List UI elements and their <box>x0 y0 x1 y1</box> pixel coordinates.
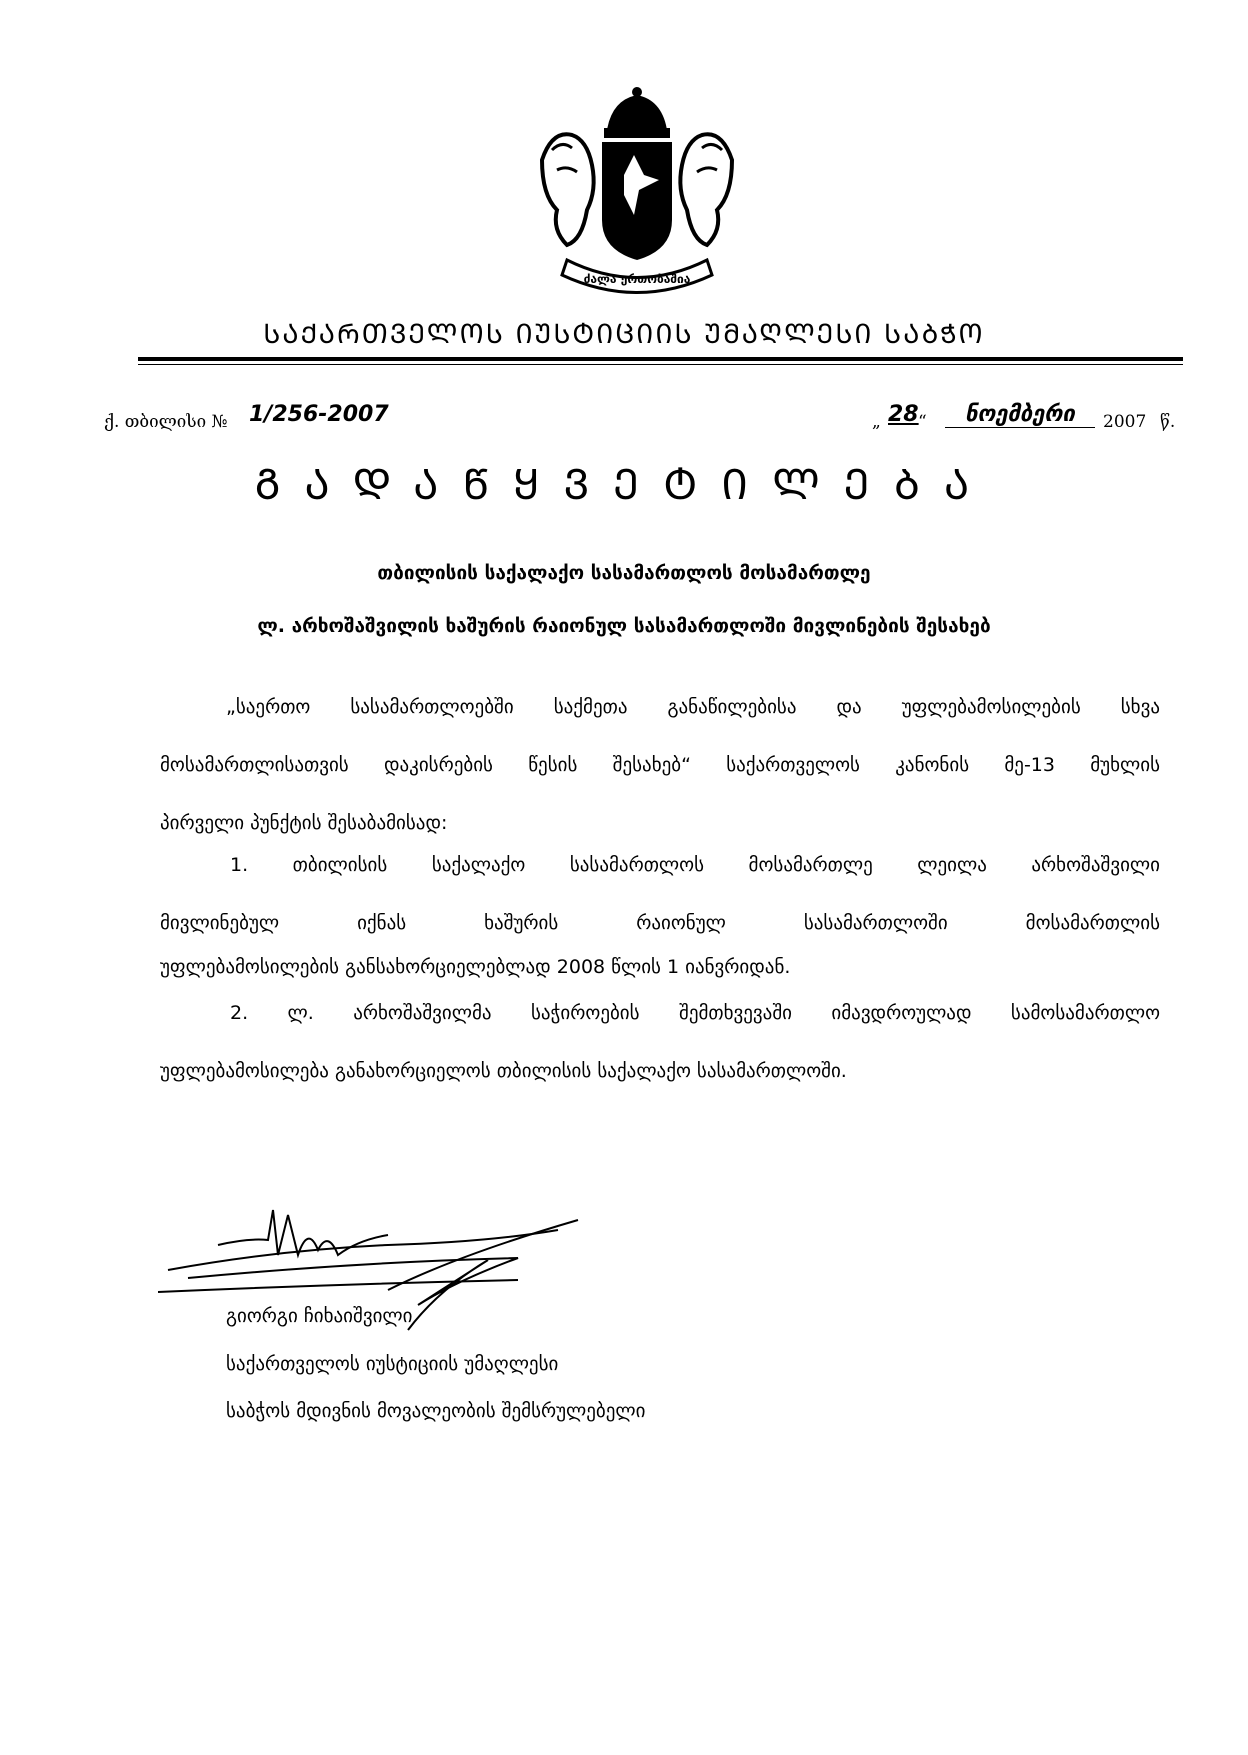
document-number: 1/256-2007 <box>249 402 389 427</box>
coat-of-arms <box>512 80 762 300</box>
item-2-line-1: 2. ლ. არხოშაშვილმა საჭიროების შემთხვევაში იმავდროულად სამოსამართლო <box>230 1002 1160 1024</box>
date-suffix: წ. <box>1160 412 1176 432</box>
signature-scribble <box>158 1200 628 1350</box>
item-1-line-1: 1. თბილისის საქალაქო სასამართლოს მოსამართლე ლეილა არხოშაშვილი <box>230 854 1160 876</box>
item-2-line-2: უფლებამოსილება განახორციელოს თბილისის საქალაქო სასამართლოში. <box>160 1060 847 1082</box>
item-1-line-3: უფლებამოსილების განსახორციელებლად 2008 წლის 1 იანვრიდან. <box>160 956 791 978</box>
date-close-quote: “ <box>918 412 927 432</box>
preamble-line-1: „საერთო სასამართლოებში საქმეთა განაწილებისა და უფლებამოსილების სხვა <box>226 696 1160 718</box>
date-open-quote: „ <box>872 412 881 432</box>
subject-line-1: თბილისის საქალაქო სასამართლოს მოსამართლე <box>377 562 871 584</box>
city-number-prefix: ქ. თბილისი № <box>104 412 228 432</box>
date-day: 28 <box>888 402 919 427</box>
document-title: ᲒᲐᲓᲐᲬᲧᲕᲔᲢᲘᲚᲔᲑᲐ <box>254 460 994 509</box>
signer-name: გიორგი ჩიხაიშვილი <box>226 1305 413 1327</box>
date-year: 2007 <box>1103 412 1147 432</box>
date-month: ნოემბერი <box>945 402 1095 428</box>
subject-line-2: ლ. არხოშაშვილის ხაშურის რაიონულ სასამართლოში მივლინების შესახებ <box>257 615 991 637</box>
preamble-line-3: პირველი პუნქტის შესაბამისად: <box>160 812 448 834</box>
header-rule-thin <box>138 364 1183 365</box>
item-1-line-2: მივლინებულ იქნას ხაშურის რაიონულ სასამართლოში მოსამართლის <box>160 912 1160 934</box>
signer-position-line-1: საქართველოს იუსტიციის უმაღლესი <box>226 1353 559 1375</box>
motto-text: ძალა ერთობაშია <box>583 272 691 286</box>
institution-name: ᲡᲐᲥᲐᲠᲗᲕᲔᲚᲝᲡ ᲘᲣᲡᲢᲘᲪᲘᲘᲡ ᲣᲛᲐᲦᲚᲔᲡᲘ ᲡᲐᲑᲭᲝ <box>263 319 985 350</box>
header-rule-thick <box>138 357 1183 361</box>
preamble-line-2: მოსამართლისათვის დაკისრების წესის შესახებ“ საქართველოს კანონის მე-13 მუხლის <box>160 754 1160 776</box>
signer-position-line-2: საბჭოს მდივნის მოვალეობის შემსრულებელი <box>226 1400 646 1422</box>
